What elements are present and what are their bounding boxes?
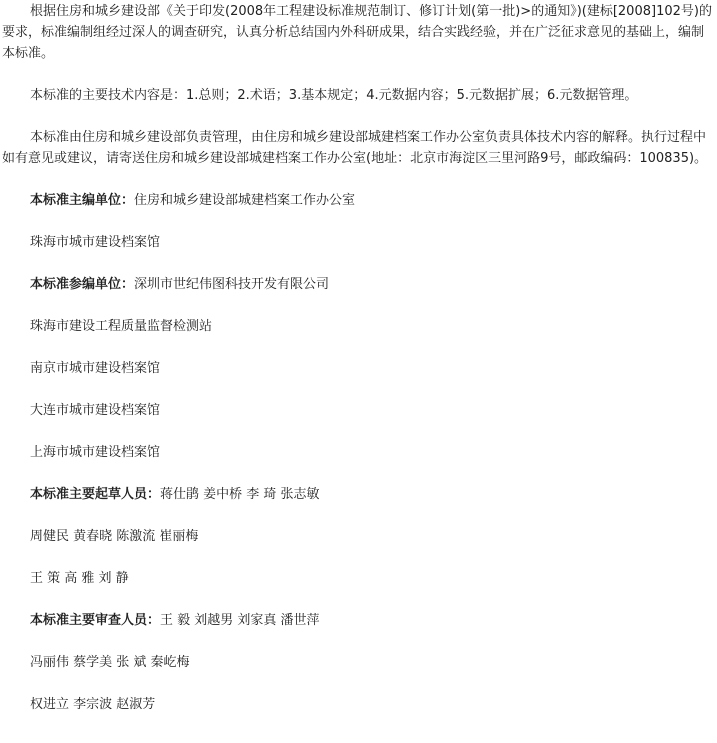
chief-units-line [2, 190, 712, 211]
drafter-names: 蒋仕鹃 姜中桥 李 琦 张志敏 [160, 487, 320, 502]
contents-paragraph: 本标准的主要技术内容是：1.总则；2.术语；3.基本规定；4.元数据内容；5.元数据扩展；6.元数据管理。 [30, 88, 638, 103]
drafters-label: 本标准主要起草人员： [30, 487, 161, 502]
reviewers-line [2, 610, 712, 631]
chief-units-label: 本标准主编单位： [30, 193, 135, 208]
reviewers-label: 本标准主要审查人员： [30, 613, 161, 628]
participating-unit-name: 深圳市世纪伟图科技开发有限公司 [134, 277, 330, 292]
reviewer-names: 王 毅 刘越男 刘家真 潘世萍 [160, 613, 320, 628]
participating-units-line [2, 274, 712, 295]
participating-unit-name: 上海市城市建设档案馆 [30, 445, 161, 460]
drafter-names: 周健民 黄春晓 陈激流 崔丽梅 [30, 529, 199, 544]
chief-unit-name: 珠海市城市建设档案馆 [30, 235, 161, 250]
participating-unit-name: 大连市城市建设档案馆 [30, 403, 161, 418]
drafter-names: 王 策 高 雅 刘 静 [30, 571, 129, 586]
participating-units-label: 本标准参编单位： [30, 277, 135, 292]
drafters-line [2, 484, 712, 505]
intro-paragraph: 根据住房和城乡建设部《关于印发(2008年工程建设标准规范制订、修订计划(第一批)>的通知》)(建标[2008]102号)的要求，标准编制组经过深人的调查研究，认真分析总结国内外科研成果，结合实践经验，并在广泛征求意见的基础上，编制本标准。 [2, 4, 712, 61]
chief-unit-name: 住房和城乡建设部城建档案工作办公室 [134, 193, 356, 208]
reviewer-names: 冯丽伟 蔡学美 张 斌 秦屹梅 [30, 655, 190, 670]
participating-unit-name: 珠海市建设工程质量监督检测站 [30, 319, 213, 334]
participating-unit-name: 南京市城市建设档案馆 [30, 361, 161, 376]
reviewer-names: 权进立 李宗波 赵淑芳 [30, 697, 156, 712]
management-paragraph: 本标准由住房和城乡建设部负责管理，由住房和城乡建设部城建档案工作办公室负责具体技术内容的解释。执行过程中如有意见或建议，请寄送住房和城乡建设部城建档案工作办公室(地址：北京市海淀区三里河路9号，邮政编码：100835)。 [2, 130, 708, 166]
